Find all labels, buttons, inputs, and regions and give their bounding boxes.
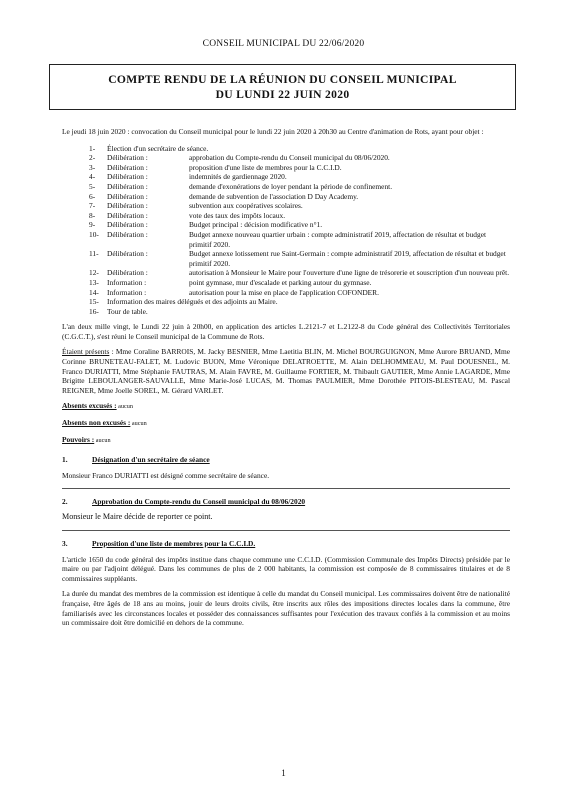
page-number: 1 <box>281 768 286 778</box>
title-box <box>49 64 516 110</box>
section-number: 2. <box>62 497 68 507</box>
present-paragraph <box>62 347 510 395</box>
agenda-label: Délibération : <box>107 162 148 172</box>
agenda-num: 11- <box>89 249 99 259</box>
agenda-item <box>62 163 510 173</box>
absents-excuses <box>62 401 510 412</box>
agenda-desc: autorisation pour la mise en place de l'application COFONDER. <box>189 287 379 297</box>
agenda-label: Délibération : <box>107 220 148 230</box>
agenda-label: Délibération : <box>107 210 148 220</box>
agenda-desc: demande d'exonérations de loyer pendant la période de confinement. <box>189 181 393 191</box>
agenda-desc: Budget annexe lotissement rue Saint-Germain : compte administratif 2019, affectation de résultat et budget primitif 2020. <box>189 249 506 268</box>
agenda-num: 4- <box>89 172 96 182</box>
agenda-num: 8- <box>89 210 96 220</box>
agenda-list <box>62 144 510 317</box>
agenda-item <box>62 182 510 192</box>
absents-non-excuses <box>62 418 510 429</box>
agenda-label: Délibération : <box>107 229 148 239</box>
document-body <box>62 127 510 628</box>
pouvoirs-value: aucun <box>94 436 111 444</box>
section-heading <box>62 497 510 507</box>
agenda-desc: indemnités de gardiennage 2020. <box>189 172 287 182</box>
section-title: Approbation du Compte-rendu du Conseil municipal du 08/06/2020 <box>92 497 306 507</box>
intro-paragraph: Le jeudi 18 juin 2020 : convocation du Conseil municipal pour le lundi 22 juin 2020 à 20h30 au Centre d'animation de Rots, ayant pour objet : <box>62 127 484 136</box>
agenda-item <box>62 201 510 211</box>
section-body: Monsieur le Maire décide de reporter ce point. <box>62 512 213 521</box>
agenda-num: 7- <box>89 201 96 211</box>
agenda-num: 13- <box>89 277 99 287</box>
agenda-label: Délibération : <box>107 153 148 163</box>
pouvoirs-label: Pouvoirs : <box>62 434 95 444</box>
agenda-item <box>62 288 510 298</box>
absents-excuses-label: Absents excusés : <box>62 401 117 411</box>
agenda-label: Information : <box>107 287 147 297</box>
running-header: CONSEIL MUNICIPAL DU 22/06/2020 <box>202 39 365 49</box>
agenda-item <box>62 297 510 307</box>
agenda-item <box>62 268 510 278</box>
present-list: : Mme Coraline BARROIS, M. Jacky BESNIER, Mme Laetitia BLIN, M. Michel BOURGUIGNON, Mme Aurore BRUAND, Mme Corinne BRUNETEAU-FALET, M. Ludovic BUON, Mme Véronique DELATROETTE, M. Alain DELHOMMEAU, M. Paul DOUESNEL, M. Franco DURIATTI, Mme Stéphanie FAUTRAS, M. Alain FAVRE, M. Guillaume FORTIER, M. Thibault GAUTIER, Mme Annie LAGARDE, Mme Brigitte LEBOULANGER-SAUVALLE, Mme Marie-José LUCAS, M. Thomas PAULMIER, Mme Dorothée PITOIS-BLESTEAU, M. Pascal REIGNER, Mme Joelle SOREL, M. Gérard VARLET. <box>62 347 510 395</box>
agenda-text: Tour de table. <box>107 306 148 316</box>
agenda-item <box>62 249 510 268</box>
agenda-label: Délibération : <box>107 268 148 278</box>
agenda-label: Délibération : <box>107 172 148 182</box>
agenda-num: 10- <box>89 229 99 239</box>
title-line-2: DU LUNDI 22 JUIN 2020 <box>215 88 350 101</box>
agenda-num: 3- <box>89 162 96 172</box>
absents-excuses-value: aucun <box>116 403 133 411</box>
title-line-1: COMPTE RENDU DE LA RÉUNION DU CONSEIL MUNICIPAL <box>108 73 457 86</box>
agenda-label: Délibération : <box>107 181 148 191</box>
section-body: L'article 1650 du code général des impôts institue dans chaque commune une C.C.I.D. (Commission Communale des Impôts Directs) présidée par le maire ou par l'adjoint délégué. Dans les communes de plus de 2 000 habitants, la commission est composée de 8 commissaires titulaires et de 8 commissaires suppléants. <box>62 554 510 583</box>
absents-non-excuses-label: Absents non excusés : <box>62 418 131 428</box>
section-heading <box>62 539 510 549</box>
agenda-item <box>62 230 510 249</box>
pouvoirs <box>62 435 510 446</box>
agenda-desc: Budget principal : décision modificative n°1. <box>189 220 323 230</box>
agenda-num: 12- <box>89 268 99 278</box>
agenda-desc: proposition d'une liste de membres pour la C.C.I.D. <box>189 162 342 172</box>
agenda-num: 2- <box>89 153 96 163</box>
agenda-desc: demande de subvention de l'association D Day Academy. <box>189 191 359 201</box>
agenda-item <box>62 192 510 202</box>
agenda-desc: autorisation à Monsieur le Maire pour l'ouverture d'une ligne de trésorerie et souscription d'un nouveau prêt. <box>189 268 510 278</box>
agenda-num: 9- <box>89 220 96 230</box>
section-number: 3. <box>62 539 68 548</box>
agenda-num: 5- <box>89 181 96 191</box>
section-divider <box>62 530 510 531</box>
agenda-item <box>62 307 510 317</box>
agenda-num: 15- <box>89 297 99 307</box>
agenda-num: 14- <box>89 287 99 297</box>
section-body: Monsieur Franco DURIATTI est désigné comme secrétaire de séance. <box>62 470 270 480</box>
agenda-item <box>62 172 510 182</box>
agenda-desc: approbation du Compte-rendu du Conseil municipal du 08/06/2020. <box>189 153 390 163</box>
agenda-desc: point gymnase, mur d'escalade et parking autour du gymnase. <box>189 277 372 287</box>
section-number: 1. <box>62 455 68 465</box>
agenda-desc: vote des taux des impôts locaux. <box>189 210 286 220</box>
section-title: Désignation d'un secrétaire de séance <box>92 455 210 465</box>
agenda-item <box>62 144 510 154</box>
agenda-label: Délibération : <box>107 191 148 201</box>
session-paragraph: L'an deux mille vingt, le Lundi 22 juin à 20h00, en application des articles L.2121-7 et L.2122-8 du Code général des Collectivités Territoriales (C.G.C.T.), s'est réuni le Conseil municipal de la Commune de Rots. <box>62 322 510 341</box>
agenda-text: Information des maires délégués et des adjoints au Maire. <box>107 297 278 307</box>
agenda-num: 1- <box>89 143 96 153</box>
section-body-2: La durée du mandat des membres de la commission est identique à celle du mandat du Conseil municipal. Les commissaires doivent être de nationalité française, être âgés de 18 ans au moins, jouir de leurs droits civils, être inscrits aux rôles des impositions directes locales dans la commune, être familiarisés avec les circonstances locales et posséder des connaissances suffisantes pour l'exécution des travaux confiés à la commission et au moins un commissaire doit être domicilié en dehors de la commune. <box>62 589 510 628</box>
agenda-desc: Budget annexe nouveau quartier urbain : compte administratif 2019, affectation de résultat et budget primitif 2020. <box>189 229 487 249</box>
agenda-item <box>62 220 510 230</box>
agenda-item <box>62 278 510 288</box>
agenda-text: Élection d'un secrétaire de séance. <box>107 143 209 153</box>
agenda-num: 6- <box>89 191 96 201</box>
section-heading <box>62 455 510 465</box>
section-title: Proposition d'une liste de membres pour la C.C.I.D. <box>92 539 256 548</box>
agenda-label: Délibération : <box>107 249 148 259</box>
agenda-desc: subvention aux coopératives scolaires. <box>189 201 303 211</box>
absents-non-excuses-value: aucun <box>130 420 147 428</box>
agenda-num: 16- <box>89 306 99 316</box>
agenda-label: Délibération : <box>107 201 148 211</box>
agenda-item <box>62 211 510 221</box>
agenda-label: Information : <box>107 277 147 287</box>
present-label: Étaient présents <box>62 347 110 357</box>
agenda-item <box>62 153 510 163</box>
section-divider <box>62 488 510 489</box>
